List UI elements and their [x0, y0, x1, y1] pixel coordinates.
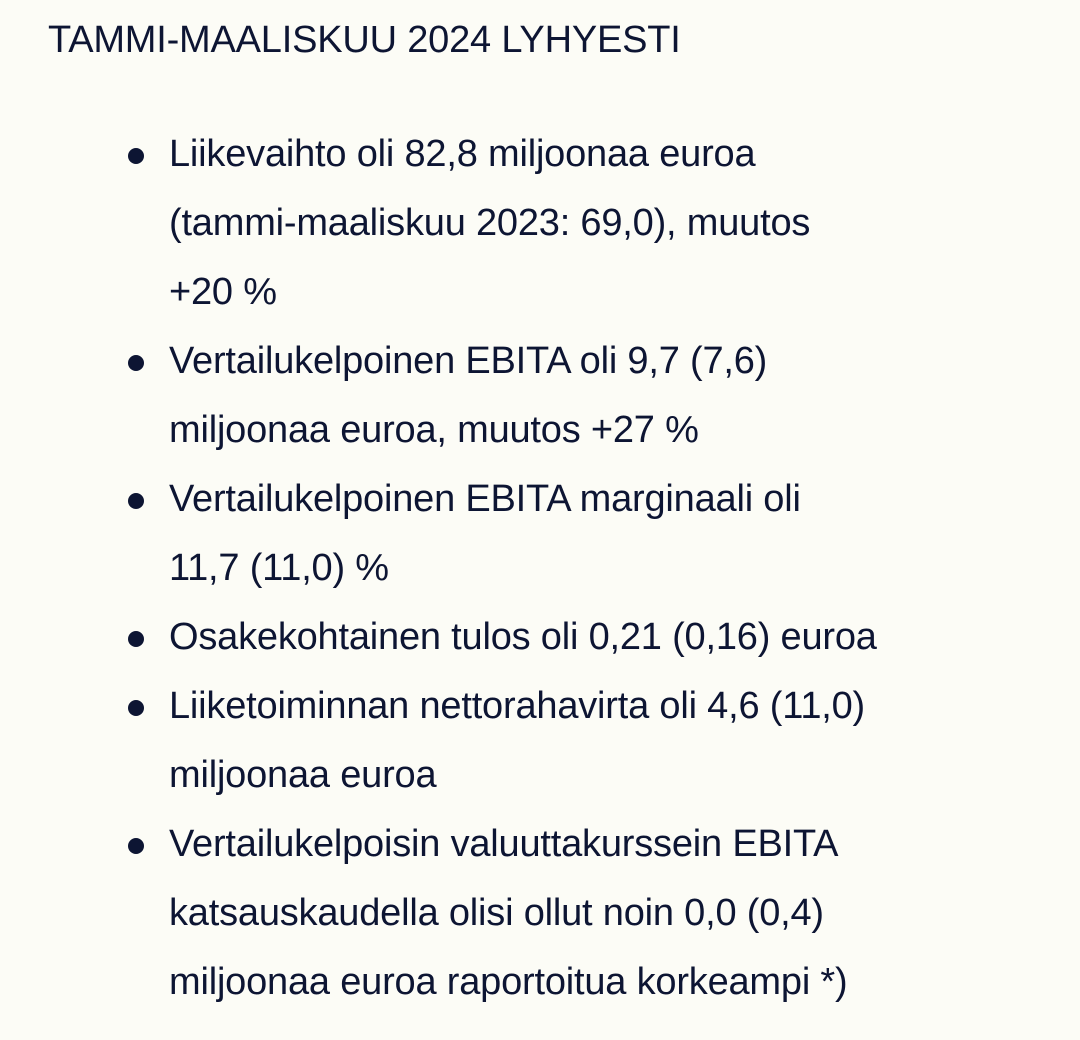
bullet-icon — [128, 355, 144, 371]
bullet-icon — [128, 700, 144, 716]
list-item — [0, 603, 1080, 672]
section-heading: TAMMI-MAALISKUU 2024 LYHYESTI — [48, 19, 681, 61]
highlights-list — [0, 120, 1080, 1017]
list-item — [0, 672, 1080, 810]
list-item-line: miljoonaa euroa raportoitua korkeampi *) — [169, 961, 848, 1003]
list-item-line: 11,7 (11,0) % — [169, 547, 389, 589]
list-item-line: katsauskaudella olisi ollut noin 0,0 (0,4) — [169, 892, 824, 934]
bullet-icon — [128, 148, 144, 164]
list-item-line: Vertailukelpoinen EBITA marginaali oli — [169, 478, 801, 520]
list-item-line: +20 % — [169, 271, 277, 313]
list-item — [0, 810, 1080, 1017]
list-item-line: Liiketoiminnan nettorahavirta oli 4,6 (11,0) — [169, 685, 865, 727]
list-item — [0, 327, 1080, 465]
list-item-line: Vertailukelpoinen EBITA oli 9,7 (7,6) — [169, 340, 768, 382]
list-item-line: miljoonaa euroa — [169, 754, 437, 796]
list-item-line: Liikevaihto oli 82,8 miljoonaa euroa — [169, 133, 756, 175]
list-item-line: Vertailukelpoisin valuuttakurssein EBITA — [169, 823, 839, 865]
bullet-icon — [128, 631, 144, 647]
bullet-icon — [128, 838, 144, 854]
list-item — [0, 465, 1080, 603]
list-item-line: miljoonaa euroa, muutos +27 % — [169, 409, 699, 451]
bullet-icon — [128, 493, 144, 509]
list-item-line: Osakekohtainen tulos oli 0,21 (0,16) euroa — [169, 616, 877, 658]
list-item — [0, 120, 1080, 327]
list-item-line: (tammi-maaliskuu 2023: 69,0), muutos — [169, 202, 811, 244]
